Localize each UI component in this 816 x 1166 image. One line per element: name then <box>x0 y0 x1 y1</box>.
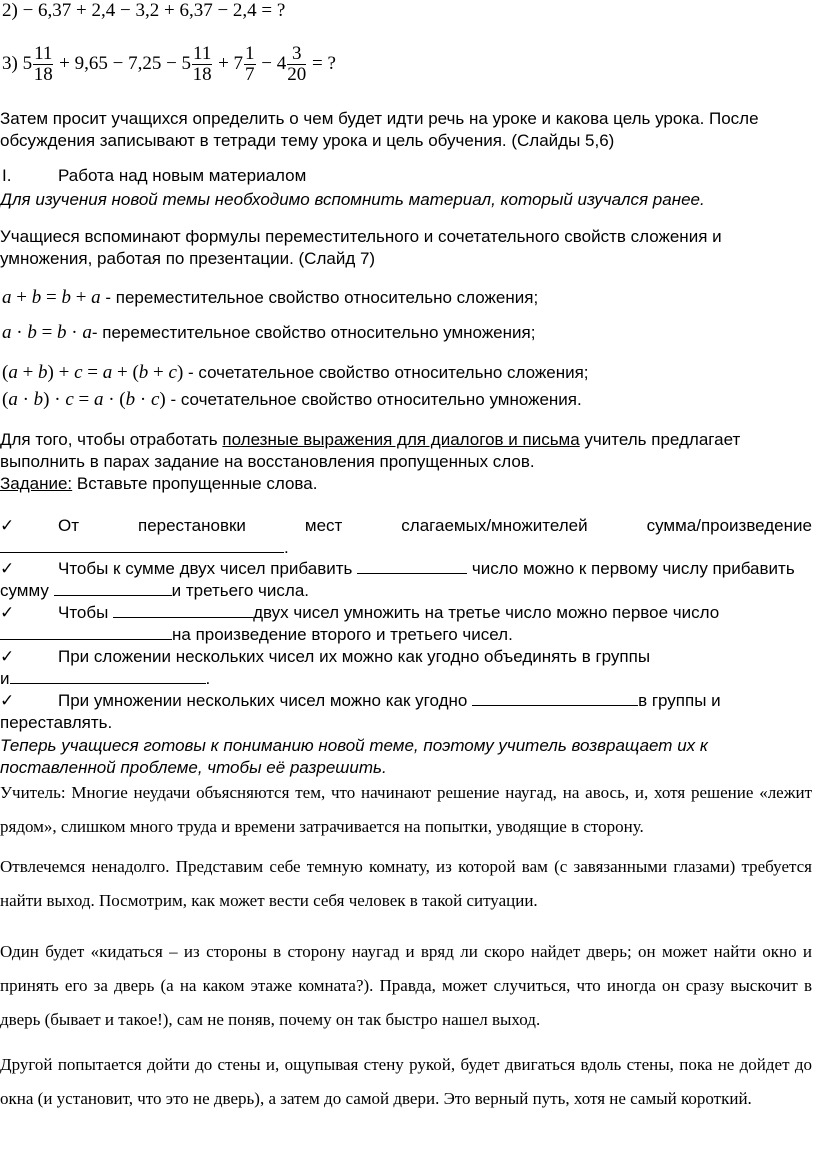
operator: = <box>256 0 273 21</box>
checklist-item-2-continuation <box>0 581 309 601</box>
check-icon: ✓ <box>0 559 15 578</box>
text-span: . <box>205 669 211 688</box>
paragraph-intro: Затем просит учащихся определить о чем будет идти речь на уроке и какова цель урока. После обсуждения записывают в тетради тему урока и цель обучения. (Слайды 5,6) <box>0 109 759 150</box>
section-number: I. <box>2 166 12 185</box>
mixed-whole: 7 <box>233 52 244 74</box>
formula-math: a + b = b + a <box>2 287 101 308</box>
text-span: сумму <box>0 581 54 600</box>
fraction-numerator: 11 <box>34 43 53 64</box>
text-span: учитель предлагает выполнить в парах задание на восстановления пропущенных слов. <box>0 430 741 471</box>
operator: + <box>218 52 229 74</box>
checklist-item-3 <box>58 603 719 623</box>
text-span: в группы и <box>638 691 721 710</box>
mixed-whole: 5 <box>181 52 192 74</box>
text-span: и третьего числа. <box>171 581 310 600</box>
task-line <box>0 474 317 494</box>
paragraph-second-person: Другой попытается дойти до стены и, ощупывая стену рукой, будет двигаться вдоль стены, пока не дойдет до окна (и установит, что это не дверь), а затем до самой двери. Это верный путь, хотя не самый короткий. <box>0 1055 812 1108</box>
paragraph-first-person: Один будет «кидаться – из стороны в сторону наугад и вряд ли скоро найдет дверь; он может найти окно и принять его за дверь (а на каком этаже комната?). Правда, может случиться, что иногда он сразу выскочит в дверь (бывает и такое!), сам не поняв, почему он так быстро нашел выход. <box>0 942 812 1029</box>
text-span: Чтобы к сумме двух чисел прибавить <box>58 559 358 578</box>
text-span: на произведение второго и третьего чисел. <box>172 625 513 644</box>
formula-description: - сочетательное свойство относительно умножения. <box>170 390 582 409</box>
fraction <box>33 44 53 85</box>
text-span: Для того, чтобы отработать <box>0 430 223 449</box>
equals-sign: = <box>312 52 323 74</box>
number: 9,65 <box>74 52 108 74</box>
word: перестановки <box>137 516 246 535</box>
formula-description: - сочетательное свойство относительно сложения; <box>188 363 589 382</box>
formula-math: (a + b) + c = a + (b + c) <box>2 362 184 383</box>
formula-commutative-multiplication <box>2 322 535 344</box>
italic-transition: Теперь учащиеся готовы к пониманию новой теме, поэтому учитель возвращает их к поставленной проблеме, чтобы её разрешить. <box>0 736 708 777</box>
fraction <box>244 44 256 85</box>
expression-2 <box>2 0 285 22</box>
checklist-item-1 <box>58 516 812 536</box>
task-label: Задание: <box>0 474 73 493</box>
text-span: . <box>284 538 289 557</box>
text-span: Чтобы <box>58 603 114 622</box>
paragraph-formulas-intro: Учащиеся вспоминают формулы переместительного и сочетательного свойств сложения и умножения, работая по презентации. (Слайд 7) <box>0 227 722 268</box>
checklist-item-2 <box>58 559 795 579</box>
check-icon: ✓ <box>0 603 15 622</box>
operator: − <box>166 52 177 74</box>
intro-italic: Для изучения новой темы необходимо вспомнить материал, который изучался ранее. <box>0 190 705 209</box>
fraction-denominator: 20 <box>287 64 307 85</box>
word: сумма/произведение <box>646 516 812 535</box>
fraction-numerator: 3 <box>287 44 306 65</box>
checklist-item-1-continuation <box>0 538 289 558</box>
number: 6,37 <box>174 0 213 21</box>
operator: − <box>22 0 34 21</box>
expression-3 <box>2 44 336 85</box>
operator: − <box>115 0 131 21</box>
text-span: число можно к первому числу прибавить <box>467 559 795 578</box>
checklist-item-4 <box>58 647 650 667</box>
fill-in-blank[interactable] <box>0 538 284 553</box>
formula-commutative-addition <box>2 287 538 309</box>
number: 7,25 <box>128 52 162 74</box>
paragraph-task-intro <box>0 429 770 473</box>
number: 2,4 <box>86 0 116 21</box>
fraction-numerator: 1 <box>245 43 255 64</box>
fraction-denominator: 7 <box>245 64 255 85</box>
formula-associative-multiplication <box>2 389 582 411</box>
fraction-numerator: 11 <box>193 43 212 64</box>
fill-in-blank[interactable] <box>357 559 467 574</box>
word: мест <box>304 516 343 535</box>
operator: + <box>71 0 87 21</box>
expression-2-body <box>23 0 286 21</box>
check-icon: ✓ <box>0 691 15 710</box>
checklist-item-4-continuation <box>0 669 210 689</box>
formula-associative-addition <box>2 362 589 384</box>
text-span: двух чисел умножить на третье число можно первое число <box>253 603 720 622</box>
text-span: При умножении нескольких чисел можно как угодно <box>58 691 473 710</box>
paragraph-teacher: Учитель: Многие неудачи объясняются тем, что начинают решение наугад, на авось, и, хотя решение «лежит рядом», слишком много труда и времени затрачивается на попытки, уводящие в сторону. <box>0 783 812 836</box>
fraction <box>287 44 306 85</box>
fill-in-blank[interactable] <box>54 581 172 596</box>
formula-math: a · b = b · a <box>2 322 92 343</box>
word: слагаемых/множителей <box>401 516 588 535</box>
fill-in-blank[interactable] <box>472 691 638 706</box>
check-icon: ✓ <box>0 647 15 666</box>
fill-in-blank[interactable] <box>0 625 172 640</box>
check-icon: ✓ <box>0 516 15 535</box>
mixed-whole: 4 <box>276 52 287 74</box>
task-text: Вставьте пропущенные слова. <box>72 474 318 493</box>
section-title: Работа над новым материалом <box>58 166 307 185</box>
checklist-item-5 <box>58 691 721 711</box>
number: 6,37 <box>33 0 72 21</box>
operator: ? <box>272 0 286 21</box>
formula-description: - переместительное свойство относительно умножения; <box>91 323 536 342</box>
checklist-item-5-continuation: переставлять. <box>0 713 113 732</box>
number: 3,2 <box>130 0 160 21</box>
number: 2,4 <box>228 0 257 21</box>
text-span: и <box>0 669 10 688</box>
paragraph-dark-room: Отвлечемся ненадолго. Представим себе темную комнату, из которой вам (с завязанными глазами) требуется найти выход. Посмотрим, как может вести себя человек в такой ситуации. <box>0 857 812 910</box>
fraction <box>192 44 212 85</box>
question-mark: ? <box>327 52 336 74</box>
operator: − <box>212 0 229 21</box>
text-span: При сложении нескольких чисел их можно как угодно объединять в группы <box>58 647 651 666</box>
fill-in-blank[interactable] <box>10 669 206 684</box>
operator: − <box>261 52 273 74</box>
mixed-whole: 5 <box>22 52 33 74</box>
formula-math: (a · b) · c = a · (b · c) <box>2 389 166 410</box>
fraction-denominator: 18 <box>192 64 212 85</box>
checklist-item-3-continuation <box>0 625 513 645</box>
word: От <box>58 516 80 535</box>
operator: + <box>159 0 175 21</box>
formula-description: - переместительное свойство относительно сложения; <box>105 288 539 307</box>
fraction-denominator: 18 <box>33 64 53 85</box>
expression-label: 3) <box>2 52 18 74</box>
expression-label: 2) <box>2 0 18 21</box>
operator: + <box>59 52 70 74</box>
fill-in-blank[interactable] <box>113 603 253 618</box>
operator: − <box>112 52 124 74</box>
underlined-phrase: полезные выражения для диалогов и письма <box>222 430 580 449</box>
